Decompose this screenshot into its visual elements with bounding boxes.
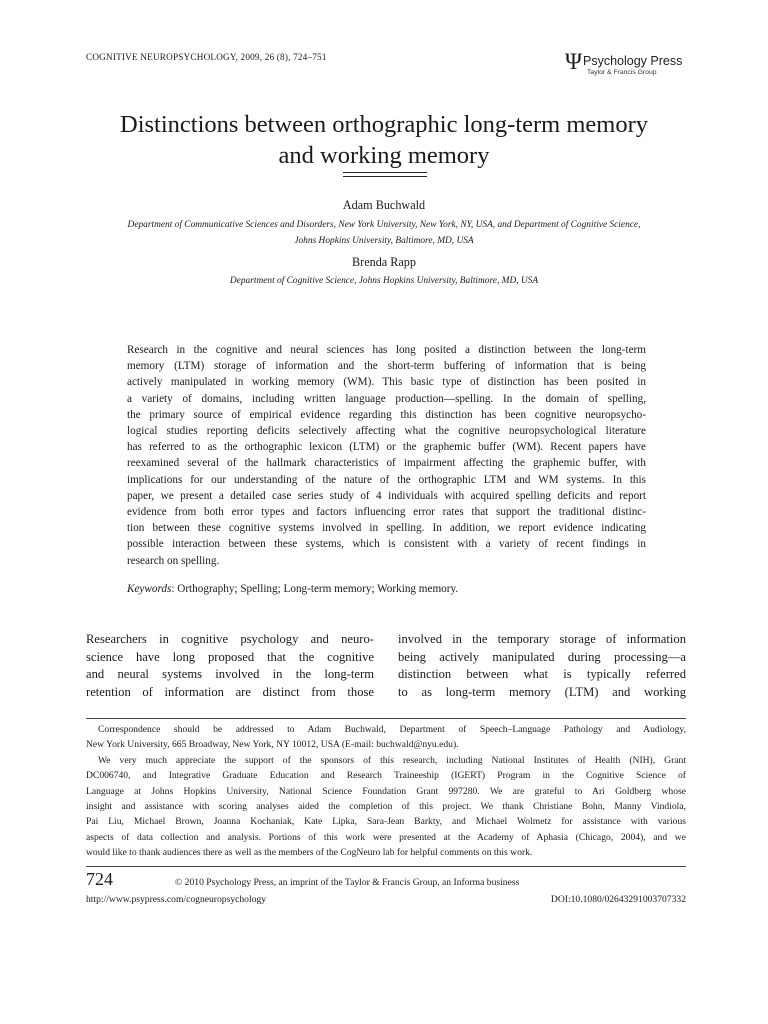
abstract-line: actively manipulated in working memory (WM). This basic type of distinction has been posited in	[127, 376, 646, 389]
abstract-line: Research in the cognitive and neural sciences has long posited a distinction between the long-term	[127, 344, 646, 356]
body-line: to as long-term memory (LTM) and working	[398, 684, 686, 699]
affiliation-line: Department of Communicative Sciences and Disorders, New York University, New York, NY, USA, and Department of Cognitive Science,	[127, 220, 641, 230]
abstract-line: logical studies reporting deficits selectively affecting what the cognitive neuropsychological literature	[127, 425, 646, 438]
footnote-line: We very much appreciate the support of the sponsors of this research, including National Institutes of Health (NIH), Grant	[98, 754, 686, 766]
abstract-line: memory (LTM) storage of information and the short-term buffering of information that is being	[127, 360, 646, 373]
journal-citation: COGNITIVE NEUROPSYCHOLOGY, 2009, 26 (8), 724–751	[86, 52, 327, 62]
author-affiliation	[84, 273, 684, 289]
body-line: and neural systems involved in the long-term	[86, 667, 374, 681]
abstract-line: implications for our understanding of the nature of the orthographic LTM and WM systems. In this	[127, 473, 646, 486]
abstract-line: possible interaction between these systems, which is consistent with a variety of recent findings in	[127, 538, 646, 551]
keywords-label: Keywords	[127, 583, 172, 595]
title-line-2: and working memory	[278, 142, 490, 169]
abstract-line: reexamined several of the hallmark characteristics of impairment affecting the graphemic buffer, with	[127, 457, 646, 470]
body-line: retention of information are distinct from those	[86, 684, 374, 699]
abstract-line: tion between these cognitive systems involved in spelling. In addition, we report evidence indicating	[127, 522, 646, 535]
publisher-logo	[565, 49, 695, 84]
footnote-line: Pai Liu, Michael Brown, Joanna Kochaniak, Kate Lipka, Sara-Jean Barkty, and Michael Wolmetz for assistance with various	[86, 816, 686, 828]
title-line-1: Distinctions between orthographic long-term memory	[120, 111, 648, 138]
body-column-left	[86, 631, 374, 701]
affiliation-line: Department of Cognitive Science, Johns Hopkins University, Baltimore, MD, USA	[229, 276, 539, 286]
body-line: science have long proposed that the cognitive	[86, 649, 374, 664]
footnote-divider	[86, 718, 686, 719]
footer-divider	[86, 866, 686, 867]
body-column-right	[398, 631, 686, 701]
abstract-line: the primary source of empirical evidence regarding this distinction has been cognitive neuropsycho-	[127, 408, 646, 421]
page-number: 724	[86, 869, 113, 889]
footnote-line: insight and assistance with scoring analyses aided the completion of this project. We thank Christiane Bohn, Manny Vindiola,	[86, 801, 686, 813]
keywords	[127, 583, 458, 595]
abstract	[127, 342, 646, 569]
abstract-line: evidence from both error types and factors influencing error rates that support the traditional distinc-	[127, 506, 646, 519]
copyright-notice: © 2010 Psychology Press, an imprint of the Taylor & Francis Group, an Informa business	[175, 877, 520, 888]
author-affiliation	[84, 217, 684, 249]
footnote-line: aspects of data collection and analysis. Portions of this work were presented at the Academy of Aphasia (Chicago, 2004), and we	[86, 831, 686, 843]
psi-logo-icon: Ψ	[565, 49, 582, 74]
author-name: Brenda Rapp	[352, 255, 416, 269]
body-line: involved in the temporary storage of information	[398, 632, 686, 646]
footnote	[86, 722, 686, 861]
publisher-group: Taylor & Francis Group	[587, 69, 657, 76]
abstract-line: has referred to as the orthographic lexicon (LTM) or the graphemic buffer (WM). Recent papers have	[127, 441, 646, 454]
footnote-line: New York University, 665 Broadway, New York, NY 10012, USA (E-mail: buchwald@nyu.edu).	[86, 739, 459, 751]
body-line: being actively manipulated during processing—a	[398, 649, 686, 664]
doi[interactable]: DOI:10.1080/02643291003707332	[550, 894, 686, 905]
abstract-line: research on spelling.	[127, 554, 220, 567]
publisher-name: Psychology Press	[583, 54, 683, 68]
body-line: Researchers in cognitive psychology and neuro-	[86, 632, 374, 646]
abstract-line: paper, we present a detailed case series study of 4 individuals with acquired spelling deficits and report	[127, 489, 646, 502]
journal-url[interactable]: http://www.psypress.com/cogneuropsychology	[86, 894, 267, 905]
footnote-line: would like to thank audiences there as well as the members of the CogNeuro lab for helpful comments on this work.	[86, 847, 533, 859]
footnote-line: Correspondence should be addressed to Adam Buchwald, Department of Speech–Language Pathology and Audiology,	[98, 724, 686, 735]
author-name: Adam Buchwald	[342, 198, 426, 212]
footnote-line: Language at Johns Hopkins University, National Science Foundation Grant 997280. We are grateful to Ari Goldberg whose	[86, 785, 686, 797]
affiliation-line: Johns Hopkins University, Baltimore, MD, USA	[294, 236, 474, 246]
title-divider	[343, 172, 427, 177]
article-title	[80, 109, 688, 171]
body-line: distinction between what is typically referred	[398, 667, 686, 681]
keywords-text: : Orthography; Spelling; Long-term memory; Working memory.	[171, 583, 459, 595]
abstract-line: a variety of domains, including written language production—spelling. In the domain of spelling,	[127, 392, 646, 405]
footnote-line: DC006740, and Integrative Graduate Education and Research Traineeship (IGERT) Program in the Cognitive Science of	[86, 770, 686, 782]
